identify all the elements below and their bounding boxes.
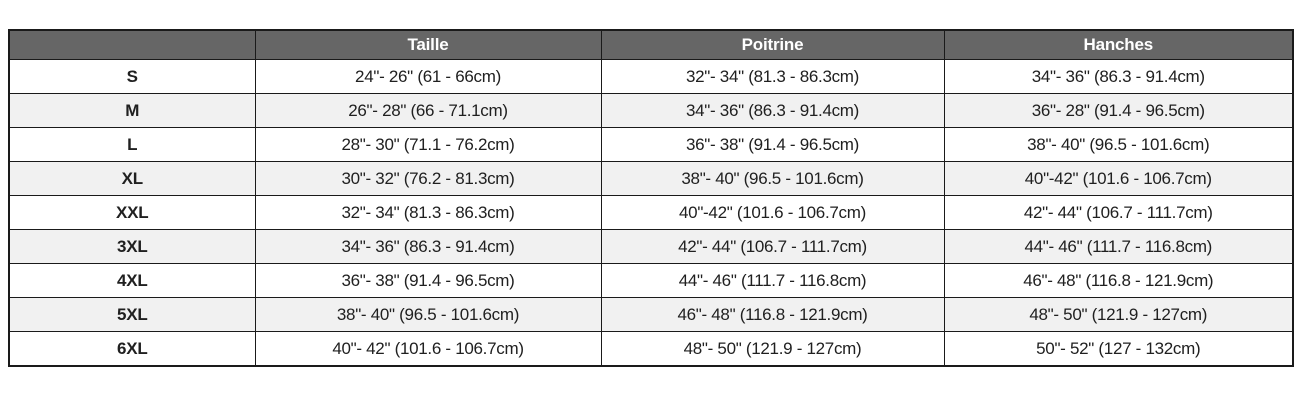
cell-hanches: 34"- 36" (86.3 - 91.4cm)	[944, 60, 1293, 94]
cell-hanches: 36"- 28" (91.4 - 96.5cm)	[944, 94, 1293, 128]
row-size-label: 5XL	[9, 298, 255, 332]
table-row	[9, 332, 1293, 367]
cell-hanches: 48"- 50" (121.9 - 127cm)	[944, 298, 1293, 332]
cell-hanches: 46"- 48" (116.8 - 121.9cm)	[944, 264, 1293, 298]
column-header-taille: Taille	[255, 30, 601, 60]
cell-taille: 24"- 26" (61 - 66cm)	[255, 60, 601, 94]
row-size-label: M	[9, 94, 255, 128]
cell-poitrine: 46"- 48" (116.8 - 121.9cm)	[601, 298, 944, 332]
size-chart-table	[8, 29, 1294, 367]
row-size-label: XL	[9, 162, 255, 196]
cell-hanches: 40"-42" (101.6 - 106.7cm)	[944, 162, 1293, 196]
cell-taille: 40"- 42" (101.6 - 106.7cm)	[255, 332, 601, 367]
cell-taille: 32"- 34" (81.3 - 86.3cm)	[255, 196, 601, 230]
cell-taille: 36"- 38" (91.4 - 96.5cm)	[255, 264, 601, 298]
cell-taille: 38"- 40" (96.5 - 101.6cm)	[255, 298, 601, 332]
cell-poitrine: 38"- 40" (96.5 - 101.6cm)	[601, 162, 944, 196]
cell-poitrine: 34"- 36" (86.3 - 91.4cm)	[601, 94, 944, 128]
cell-hanches: 38"- 40" (96.5 - 101.6cm)	[944, 128, 1293, 162]
table-row	[9, 196, 1293, 230]
row-size-label: S	[9, 60, 255, 94]
table-row	[9, 94, 1293, 128]
cell-poitrine: 44"- 46" (111.7 - 116.8cm)	[601, 264, 944, 298]
cell-hanches: 42"- 44" (106.7 - 111.7cm)	[944, 196, 1293, 230]
table-row	[9, 230, 1293, 264]
row-size-label: 3XL	[9, 230, 255, 264]
cell-poitrine: 40"-42" (101.6 - 106.7cm)	[601, 196, 944, 230]
cell-poitrine: 48"- 50" (121.9 - 127cm)	[601, 332, 944, 367]
table-row	[9, 162, 1293, 196]
cell-taille: 26"- 28" (66 - 71.1cm)	[255, 94, 601, 128]
cell-poitrine: 36"- 38" (91.4 - 96.5cm)	[601, 128, 944, 162]
size-chart-body	[9, 60, 1293, 367]
header-row	[9, 30, 1293, 60]
table-row	[9, 298, 1293, 332]
column-header-size	[9, 30, 255, 60]
cell-hanches: 50"- 52" (127 - 132cm)	[944, 332, 1293, 367]
cell-taille: 30"- 32" (76.2 - 81.3cm)	[255, 162, 601, 196]
cell-poitrine: 42"- 44" (106.7 - 111.7cm)	[601, 230, 944, 264]
row-size-label: 6XL	[9, 332, 255, 367]
size-chart-header	[9, 30, 1293, 60]
table-row	[9, 60, 1293, 94]
cell-taille: 34"- 36" (86.3 - 91.4cm)	[255, 230, 601, 264]
cell-hanches: 44"- 46" (111.7 - 116.8cm)	[944, 230, 1293, 264]
row-size-label: XXL	[9, 196, 255, 230]
column-header-poitrine: Poitrine	[601, 30, 944, 60]
cell-taille: 28"- 30" (71.1 - 76.2cm)	[255, 128, 601, 162]
column-header-hanches: Hanches	[944, 30, 1293, 60]
row-size-label: L	[9, 128, 255, 162]
table-row	[9, 264, 1293, 298]
cell-poitrine: 32"- 34" (81.3 - 86.3cm)	[601, 60, 944, 94]
row-size-label: 4XL	[9, 264, 255, 298]
table-row	[9, 128, 1293, 162]
